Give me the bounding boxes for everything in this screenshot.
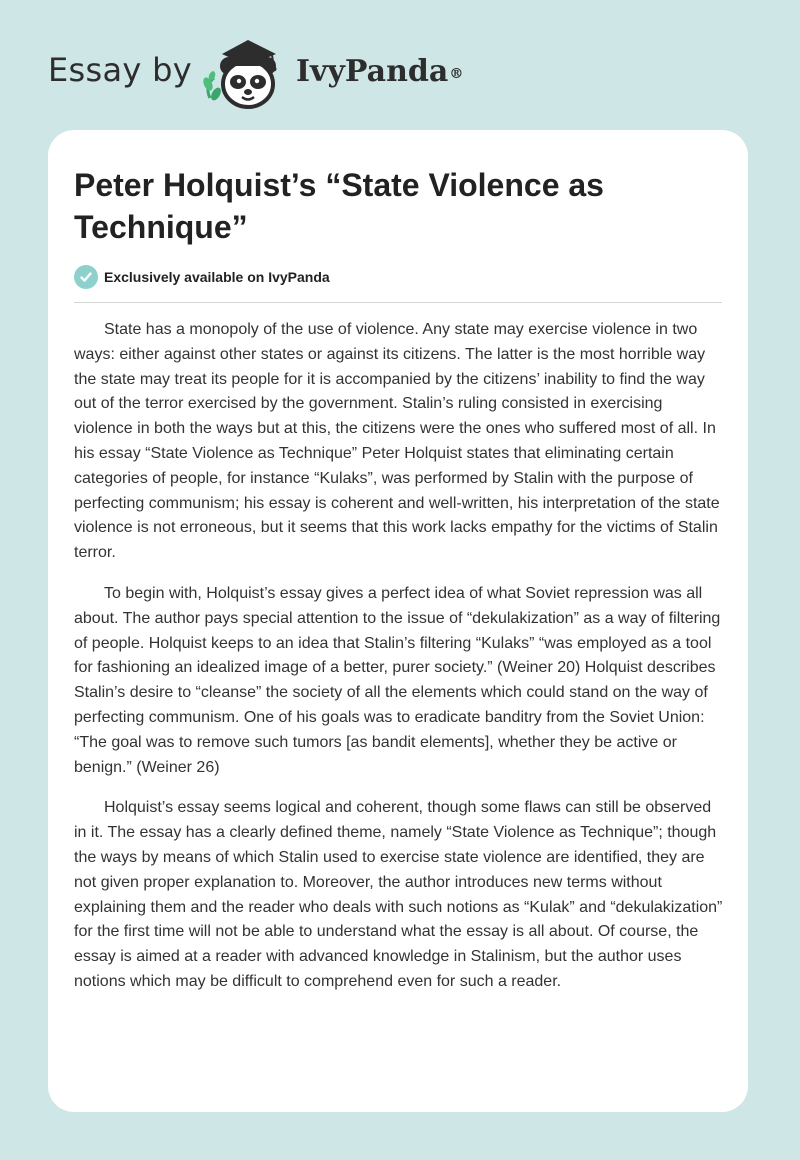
check-icon-glyph — [79, 270, 93, 284]
exclusive-text: Exclusively available on IvyPanda — [104, 269, 330, 285]
brand-prefix: Essay by — [48, 51, 192, 89]
essay-title: Peter Holquist’s “State Violence as Technique” — [74, 167, 604, 245]
brand-name-text: IvyPanda — [296, 54, 449, 89]
brand-name[interactable] — [296, 52, 463, 92]
title-divider — [74, 302, 722, 303]
essay-body — [74, 318, 724, 1011]
exclusive-badge — [74, 264, 330, 290]
essay-paragraph: State has a monopoly of the use of violence. Any state may exercise violence in two ways: either against other states or against its citizens. The latter is the most horrible way the state may treat its people for it is accompanied by the citizens’ inability to find the way out of the terror exercised by the government. Stalin’s ruling consisted in exercising violence in both the ways but at this, the citizens were the ones who suffered most of all. In his essay “State Violence as Technique” Peter Holquist states that eliminating certain categories of people, for instance “Kulaks”, was performed by Stalin with the purpose of perfecting communism; his essay is coherent and well-written, his interpretation of the state violence is not erroneous, but it seems that this work lacks empathy for the victims of Stalin terror. — [74, 321, 720, 562]
check-icon — [74, 265, 98, 289]
essay-paragraph: Holquist’s essay seems logical and coherent, though some flaws can still be observed in it. The essay has a clearly defined theme, namely “State Violence as Technique”; though the ways by means of which Stalin used to exercise state violence are identified, they are not given proper explanation to. Moreover, the author introduces new terms without explaining them and the reader who deals with such notions as “Kulak” and “dekulakization” for the first time will not be able to understand what the essay is all about. Of course, the essay is aimed at a reader with advanced knowledge in Stalinism, but the author uses notions which may be difficult to comprehend even for such a reader. — [74, 799, 723, 990]
site-header — [0, 0, 800, 130]
panda-logo-icon[interactable] — [202, 36, 292, 110]
essay-paragraph: To begin with, Holquist’s essay gives a perfect idea of what Soviet repression was all about. The author pays special attention to the issue of “dekulakization” as a way of filtering of people. Holquist keeps to an idea that Stalin’s filtering “Kulaks” “was employed as a tool for fashioning an idealized image of a better, purer society.” (Weiner 20) Holquist describes Stalin’s desire to “cleanse” the society of all the elements which could stand on the way of perfecting communism. One of his goals was to eradicate banditry from the Soviet Union: “The goal was to remove such tumors [as bandit elements], whether they be active or benign.” (Weiner 26) — [74, 584, 721, 776]
registered-mark: ® — [449, 66, 464, 82]
panda-logo-graphic — [202, 36, 292, 110]
essay-card — [48, 130, 748, 1112]
